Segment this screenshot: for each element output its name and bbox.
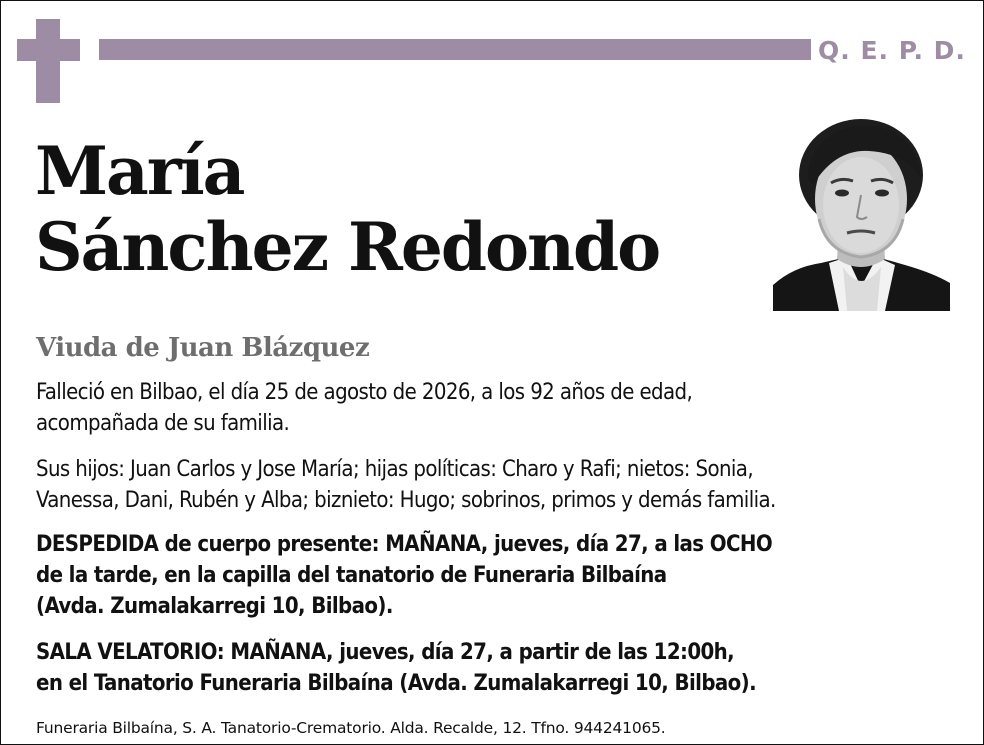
family-line2: Vanessa, Dani, Rubén y Alba; biznieto: Hugo; sobrinos, primos y demás familia. — [36, 488, 776, 513]
farewell-line2: de la tarde, en la capilla del tanatorio de Funeraria Bilbaína — [36, 563, 667, 588]
cross-horizontal-bar — [17, 39, 80, 61]
farewell-line3: (Avda. Zumalakarregi 10, Bilbao). — [36, 594, 393, 619]
cross-vertical-bar — [36, 19, 60, 103]
farewell-line1: DESPEDIDA de cuerpo presente: MAÑANA, jueves, día 27, a las OCHO — [36, 532, 773, 557]
wake-room-paragraph — [36, 637, 956, 699]
deceased-portrait-photo — [773, 107, 950, 311]
wake-room-line2: en el Tanatorio Funeraria Bilbaína (Avda. Zumalakarregi 10, Bilbao). — [36, 671, 757, 696]
family-paragraph — [36, 454, 956, 516]
death-announcement-line1: Falleció en Bilbao, el día 25 de agosto de 2026, a los 92 años de edad, — [36, 380, 693, 405]
funeral-home-footer: Funeraria Bilbaína, S. A. Tanatorio-Crematorio. Alda. Recalde, 12. Tfno. 944241065. — [36, 719, 666, 737]
widow-subtitle: Viuda de Juan Blázquez — [36, 333, 370, 363]
deceased-name-line1: María — [35, 132, 244, 210]
deceased-name-line2: Sánchez Redondo — [35, 208, 660, 286]
death-announcement-line2: acompañada de su familia. — [36, 411, 290, 436]
farewell-paragraph — [36, 529, 956, 622]
family-line1: Sus hijos: Juan Carlos y Jose María; hijas políticas: Charo y Rafi; nietos: Sonia, — [36, 457, 754, 482]
header-divider-bar — [99, 39, 811, 60]
qepd-label: Q. E. P. D. — [818, 36, 966, 65]
deceased-name — [35, 133, 659, 285]
wake-room-line1: SALA VELATORIO: MAÑANA, jueves, día 27, a partir de las 12:00h, — [36, 640, 735, 665]
death-announcement-paragraph — [36, 377, 956, 439]
